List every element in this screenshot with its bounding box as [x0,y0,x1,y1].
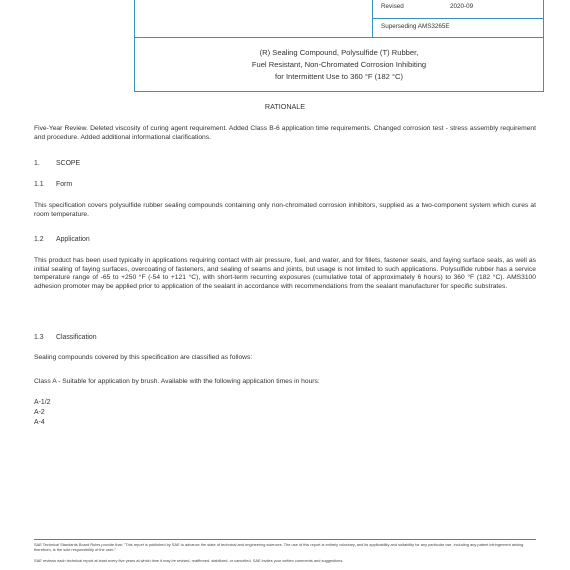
title-line-2: Fuel Resistant, Non-Chromated Corrosion Inhibiting [251,60,427,69]
title-line-3: for Intermittent Use to 360 °F (182 °C) [274,72,404,81]
revised-label: Revised [381,3,404,10]
section-scope-heading [34,160,80,167]
section-title: SCOPE [56,160,81,167]
section-title: Application [56,236,90,243]
section-application-heading [34,236,90,243]
section-title: Form [56,181,73,188]
header-divider [372,18,544,19]
footer-review-note: SAE reviews each technical report at least every five years at which time it may be revised, reaffirmed, stabilized, or cancelled. SAE invites your written comments and suggestions. [34,558,344,563]
section-number: 1. [34,160,40,167]
section-title: Classification [56,334,97,341]
form-text: This specification covers polysulfide rubber sealing compounds containing only non-chromated corrosion inhibitors, supplied as a two-component system which cures at room temperature. [34,202,536,218]
list-item: A-2 [34,409,45,416]
list-item: A-4 [34,419,45,426]
class-a-text: Class A - Suitable for application by brush. Available with the following application times in hours: [34,378,320,385]
revised-date: 2020-09 [450,3,474,10]
title-line-1: (R) Sealing Compound, Polysulfide (T) Rubber, [259,48,419,57]
section-classification-heading [34,334,97,341]
header-logo-box [134,0,372,38]
superseding-label: Superseding AMS3265E [381,23,450,30]
section-number: 1.1 [34,181,44,188]
section-number: 1.3 [34,334,44,341]
application-text: This product has been used typically in applications requiring contact with air pressure, fuel, and water, and for fillets, fastener seals, and faying surface seals, as well as initial sealing of faying surfaces, overcoating of fasteners, and sealing of seams and joints, but usage is not limited to such applications. Polysulfide rubber has a service temperature range of -65 to +250 °F (-54 to +121 °C), with short-term recurring exposures (cumulative total of approximately 6 hours) to 360 °F (182 °C). AMS3100 adhesion promoter may be applied prior to application of the sealant in accordance with recommendations from the sealant manufacturer for specific substrates. [34,257,536,290]
rationale-heading: RATIONALE [264,102,306,111]
classification-intro: Sealing compounds covered by this specification are classified as follows: [34,354,253,361]
section-number: 1.2 [34,236,44,243]
footer-rule [34,539,536,540]
list-item: A-1/2 [34,399,51,406]
section-form-heading [34,181,72,188]
rationale-text: Five-Year Review. Deleted viscosity of curing agent requirement. Added Class B-6 application time requirements. Changed corrosion test - stress assembly requirement and procedure. Added additional informational clarifications. [34,125,536,141]
footer-disclaimer: SAE Technical Standards Board Rules provide that: "This report is published by SAE to advance the state of technical and engineering sciences. The use of this report is entirely voluntary, and its applicability and suitability for any particular use, including any patent infringement arising therefrom, is the sole responsibility of the user." [34,542,524,552]
